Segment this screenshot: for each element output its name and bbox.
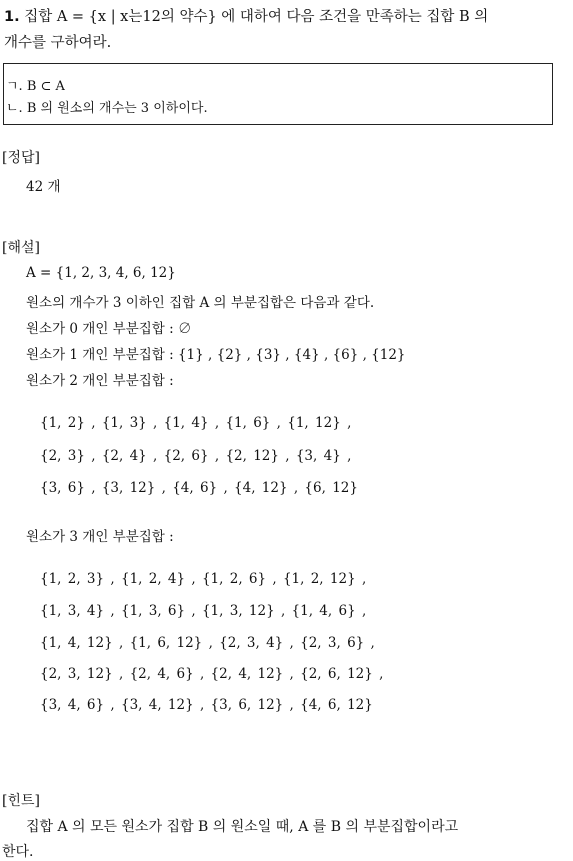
hint-heading: [힌트] bbox=[2, 793, 40, 809]
explanation-three-heading: 원소가 3 개인 부분집합 : bbox=[26, 529, 174, 545]
condition-1: ㄱ. B ⊂ A bbox=[6, 79, 65, 94]
explanation-intro: 원소의 개수가 3 이하인 집합 A 의 부분집합은 다음과 같다. bbox=[26, 295, 375, 311]
hint-line-2: 한다. bbox=[2, 844, 34, 860]
three-sets-row-1: {1, 2, 3} , {1, 2, 4} , {1, 2, 6} , {1, 2, 12} , bbox=[40, 571, 367, 587]
problem-text-1: 집합 A = {x | x는12의 약수} 에 대하여 다음 조건을 만족하는 집합 B 의 bbox=[24, 9, 489, 25]
three-sets-row-2: {1, 3, 4} , {1, 3, 6} , {1, 3, 12} , {1, 4, 6} , bbox=[40, 603, 367, 619]
problem-line-2: 개수를 구하여라. bbox=[4, 35, 112, 51]
explanation-set-a: A = {1, 2, 3, 4, 6, 12} bbox=[26, 265, 176, 281]
three-sets-row-4: {2, 3, 12} , {2, 4, 6} , {2, 4, 12} , {2, 6, 12} , bbox=[40, 666, 384, 682]
answer-heading: [정답] bbox=[2, 150, 40, 166]
explanation-zero-subsets: 원소가 0 개인 부분집합 : ∅ bbox=[26, 321, 192, 337]
condition-2: ㄴ. B 의 원소의 개수는 3 이하이다. bbox=[6, 101, 208, 116]
three-sets-row-5: {3, 4, 6} , {3, 4, 12} , {3, 6, 12} , {4, 6, 12} bbox=[40, 697, 373, 713]
problem-number: 1. bbox=[4, 9, 20, 25]
hint-line-1: 집합 A 의 모든 원소가 집합 B 의 원소일 때, A 를 B 의 부분집합이라고 bbox=[26, 819, 459, 835]
problem-line-1 bbox=[4, 5, 488, 26]
answer-value: 42 개 bbox=[26, 179, 61, 195]
two-sets-row-3: {3, 6} , {3, 12} , {4, 6} , {4, 12} , {6, 12} bbox=[40, 480, 358, 496]
explanation-two-heading: 원소가 2 개인 부분집합 : bbox=[26, 373, 174, 389]
explanation-heading: [해설] bbox=[2, 240, 40, 256]
two-sets-row-2: {2, 3} , {2, 4} , {2, 6} , {2, 12} , {3, 4} , bbox=[40, 448, 352, 464]
three-sets-row-3: {1, 4, 12} , {1, 6, 12} , {2, 3, 4} , {2, 3, 6} , bbox=[40, 635, 375, 651]
explanation-one-subsets: 원소가 1 개인 부분집합 : {1} , {2} , {3} , {4} , {6} , {12} bbox=[26, 347, 406, 363]
two-sets-row-1: {1, 2} , {1, 3} , {1, 4} , {1, 6} , {1, 12} , bbox=[40, 415, 352, 431]
